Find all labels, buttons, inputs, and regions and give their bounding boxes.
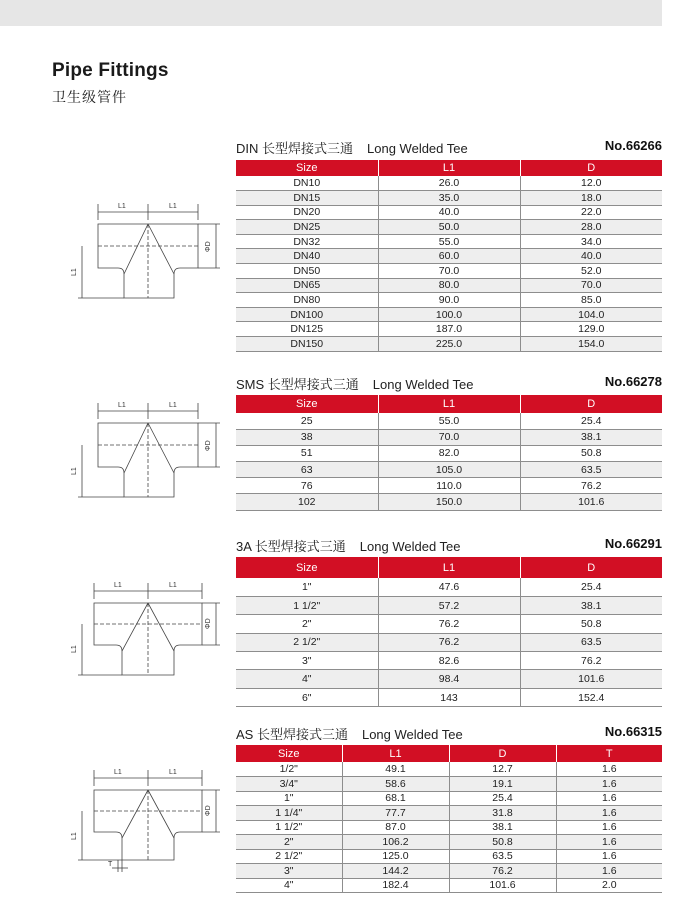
dim-label-l1: L1 bbox=[169, 402, 177, 409]
table-cell: 1" bbox=[236, 578, 378, 596]
tee-diagram-as bbox=[68, 762, 228, 877]
table-cell: 3" bbox=[236, 864, 342, 879]
tee-diagram-sms bbox=[68, 395, 228, 505]
col-header-d: D bbox=[520, 395, 662, 413]
table-cell: 40.0 bbox=[520, 249, 662, 264]
table-row bbox=[236, 806, 662, 821]
table-cell: 19.1 bbox=[449, 777, 556, 792]
table-row bbox=[236, 633, 662, 651]
table-cell: 50.8 bbox=[520, 615, 662, 633]
table-cell: 2" bbox=[236, 615, 378, 633]
table-cell: 50.0 bbox=[378, 220, 520, 235]
table-row bbox=[236, 337, 662, 352]
table-cell: 70.0 bbox=[520, 278, 662, 293]
table-cell: 35.0 bbox=[378, 191, 520, 206]
table-cell: 104.0 bbox=[520, 307, 662, 322]
table-cell: 50.8 bbox=[449, 835, 556, 850]
col-header-d: D bbox=[520, 160, 662, 176]
table-cell: 38.1 bbox=[449, 820, 556, 835]
table-cell: 28.0 bbox=[520, 220, 662, 235]
table-row bbox=[236, 191, 662, 206]
table-row bbox=[236, 864, 662, 879]
section-header-3a bbox=[236, 536, 662, 556]
table-row bbox=[236, 762, 662, 777]
table-row bbox=[236, 878, 662, 893]
table-cell: DN150 bbox=[236, 337, 378, 352]
table-cell: 2 1/2" bbox=[236, 849, 342, 864]
table-cell: DN80 bbox=[236, 293, 378, 308]
table-cell: DN25 bbox=[236, 220, 378, 235]
table-row bbox=[236, 777, 662, 792]
table-cell: DN10 bbox=[236, 176, 378, 191]
table-row bbox=[236, 205, 662, 220]
table-cell: 1.6 bbox=[556, 864, 662, 879]
dim-label-l1: L1 bbox=[118, 203, 126, 210]
table-cell: 25.4 bbox=[449, 791, 556, 806]
table-cell: 2 1/2" bbox=[236, 633, 378, 651]
table-cell: 225.0 bbox=[378, 337, 520, 352]
table-cell: 38 bbox=[236, 429, 378, 445]
table-cell: 4" bbox=[236, 878, 342, 893]
table-cell: 12.7 bbox=[449, 762, 556, 777]
table-cell: 47.6 bbox=[378, 578, 520, 596]
dim-label-diameter: ΦD bbox=[205, 618, 212, 629]
table-cell: 1 1/4" bbox=[236, 806, 342, 821]
table-cell: 55.0 bbox=[378, 234, 520, 249]
table-row bbox=[236, 596, 662, 614]
table-cell: 3/4" bbox=[236, 777, 342, 792]
col-header-size: Size bbox=[236, 745, 342, 762]
dim-label-l1: L1 bbox=[118, 402, 126, 409]
table-row bbox=[236, 429, 662, 445]
table-cell: 76.2 bbox=[520, 652, 662, 670]
section-name-cn: AS 长型焊接式三通 bbox=[236, 727, 348, 742]
table-cell: 4" bbox=[236, 670, 378, 688]
table-cell: 82.6 bbox=[378, 652, 520, 670]
spec-table-sms bbox=[236, 395, 662, 511]
table-cell: 26.0 bbox=[378, 176, 520, 191]
table-cell: 34.0 bbox=[520, 234, 662, 249]
table-cell: 87.0 bbox=[342, 820, 449, 835]
col-header-size: Size bbox=[236, 395, 378, 413]
table-row bbox=[236, 234, 662, 249]
table-row bbox=[236, 615, 662, 633]
table-cell: 85.0 bbox=[520, 293, 662, 308]
table-cell: 50.8 bbox=[520, 445, 662, 461]
table-row bbox=[236, 494, 662, 510]
table-cell: 3" bbox=[236, 652, 378, 670]
table-cell: 70.0 bbox=[378, 264, 520, 279]
table-row bbox=[236, 670, 662, 688]
spec-table-3a bbox=[236, 557, 662, 707]
table-row bbox=[236, 220, 662, 235]
table-row bbox=[236, 578, 662, 596]
product-number: No.66315 bbox=[604, 724, 662, 739]
product-number: No.66291 bbox=[604, 536, 662, 551]
table-cell: 25.4 bbox=[520, 413, 662, 429]
table-row bbox=[236, 791, 662, 806]
spec-table-din bbox=[236, 160, 662, 352]
table-row bbox=[236, 462, 662, 478]
page-title: Pipe Fittings bbox=[52, 60, 169, 81]
table-cell: 90.0 bbox=[378, 293, 520, 308]
section-header-sms bbox=[236, 374, 662, 394]
table-cell: 1.6 bbox=[556, 820, 662, 835]
table-cell: 38.1 bbox=[520, 596, 662, 614]
table-cell: 55.0 bbox=[378, 413, 520, 429]
table-cell: 63.5 bbox=[520, 462, 662, 478]
table-cell: 187.0 bbox=[378, 322, 520, 337]
table-cell: 1 1/2" bbox=[236, 596, 378, 614]
table-cell: 25.4 bbox=[520, 578, 662, 596]
table-cell: 63.5 bbox=[449, 849, 556, 864]
table-cell: 110.0 bbox=[378, 478, 520, 494]
top-bar bbox=[0, 0, 662, 26]
table-cell: 2" bbox=[236, 835, 342, 850]
table-cell: 70.0 bbox=[378, 429, 520, 445]
table-row bbox=[236, 322, 662, 337]
table-row bbox=[236, 835, 662, 850]
table-cell: 129.0 bbox=[520, 322, 662, 337]
table-cell: 2.0 bbox=[556, 878, 662, 893]
table-cell: 6" bbox=[236, 688, 378, 706]
dim-label-l1-side: L1 bbox=[71, 645, 78, 653]
table-cell: DN50 bbox=[236, 264, 378, 279]
product-number: No.66266 bbox=[604, 138, 662, 153]
table-row bbox=[236, 176, 662, 191]
table-cell: 76 bbox=[236, 478, 378, 494]
table-cell: 101.6 bbox=[449, 878, 556, 893]
col-header-d: D bbox=[449, 745, 556, 762]
dim-label-diameter: ΦD bbox=[205, 440, 212, 451]
table-row bbox=[236, 278, 662, 293]
dim-label-l1-side: L1 bbox=[71, 832, 78, 840]
section-name-en: Long Welded Tee bbox=[361, 727, 463, 742]
table-cell: 1.6 bbox=[556, 849, 662, 864]
section-name-cn: DIN 长型焊接式三通 bbox=[236, 141, 354, 156]
table-cell: 101.6 bbox=[520, 670, 662, 688]
table-cell: 52.0 bbox=[520, 264, 662, 279]
table-cell: 76.2 bbox=[378, 633, 520, 651]
table-cell: DN100 bbox=[236, 307, 378, 322]
page-subtitle: 卫生级管件 bbox=[52, 89, 127, 105]
dim-label-l1: L1 bbox=[114, 769, 122, 776]
table-cell: 106.2 bbox=[342, 835, 449, 850]
table-cell: DN65 bbox=[236, 278, 378, 293]
table-cell: 144.2 bbox=[342, 864, 449, 879]
col-header-size: Size bbox=[236, 160, 378, 176]
section-name-en: Long Welded Tee bbox=[367, 141, 468, 156]
dim-label-diameter: ΦD bbox=[205, 805, 212, 816]
table-cell: DN15 bbox=[236, 191, 378, 206]
tee-diagram-din bbox=[68, 196, 228, 306]
table-cell: DN20 bbox=[236, 205, 378, 220]
table-row bbox=[236, 413, 662, 429]
col-header-l1: L1 bbox=[378, 395, 520, 413]
table-cell: 63.5 bbox=[520, 633, 662, 651]
dim-label-l1: L1 bbox=[169, 203, 177, 210]
table-row bbox=[236, 652, 662, 670]
table-cell: 12.0 bbox=[520, 176, 662, 191]
table-cell: 57.2 bbox=[378, 596, 520, 614]
table-cell: 63 bbox=[236, 462, 378, 478]
table-row bbox=[236, 688, 662, 706]
table-row bbox=[236, 264, 662, 279]
table-cell: 150.0 bbox=[378, 494, 520, 510]
table-row bbox=[236, 445, 662, 461]
dim-label-diameter: ΦD bbox=[205, 241, 212, 252]
section-name-cn: SMS 长型焊接式三通 bbox=[236, 377, 359, 392]
table-cell: 38.1 bbox=[520, 429, 662, 445]
table-cell: 60.0 bbox=[378, 249, 520, 264]
table-cell: 1.6 bbox=[556, 777, 662, 792]
table-cell: 125.0 bbox=[342, 849, 449, 864]
table-cell: 102 bbox=[236, 494, 378, 510]
col-header-l1: L1 bbox=[378, 557, 520, 578]
table-cell: 25 bbox=[236, 413, 378, 429]
table-row bbox=[236, 249, 662, 264]
table-cell: 51 bbox=[236, 445, 378, 461]
table-cell: DN32 bbox=[236, 234, 378, 249]
table-cell: DN125 bbox=[236, 322, 378, 337]
dim-label-l1: L1 bbox=[114, 582, 122, 589]
table-cell: 49.1 bbox=[342, 762, 449, 777]
section-name-cn: 3A 长型焊接式三通 bbox=[236, 539, 346, 554]
table-row bbox=[236, 307, 662, 322]
table-cell: 31.8 bbox=[449, 806, 556, 821]
table-cell: 1 1/2" bbox=[236, 820, 342, 835]
dim-label-l1-side: L1 bbox=[71, 268, 78, 276]
table-cell: 77.7 bbox=[342, 806, 449, 821]
col-header-l1: L1 bbox=[342, 745, 449, 762]
section-name-en: Long Welded Tee bbox=[359, 539, 461, 554]
table-cell: 1" bbox=[236, 791, 342, 806]
table-cell: 18.0 bbox=[520, 191, 662, 206]
table-cell: 101.6 bbox=[520, 494, 662, 510]
col-header-l1: L1 bbox=[378, 160, 520, 176]
table-cell: 1.6 bbox=[556, 762, 662, 777]
table-cell: 22.0 bbox=[520, 205, 662, 220]
table-cell: 68.1 bbox=[342, 791, 449, 806]
table-row bbox=[236, 478, 662, 494]
table-cell: 1/2" bbox=[236, 762, 342, 777]
table-cell: 1.6 bbox=[556, 791, 662, 806]
dim-label-l1: L1 bbox=[169, 582, 177, 589]
table-cell: 1.6 bbox=[556, 806, 662, 821]
table-cell: DN40 bbox=[236, 249, 378, 264]
table-row bbox=[236, 849, 662, 864]
section-name-en: Long Welded Tee bbox=[372, 377, 474, 392]
dim-label-l1: L1 bbox=[169, 769, 177, 776]
table-cell: 154.0 bbox=[520, 337, 662, 352]
table-cell: 40.0 bbox=[378, 205, 520, 220]
table-cell: 100.0 bbox=[378, 307, 520, 322]
table-cell: 76.2 bbox=[378, 615, 520, 633]
table-row bbox=[236, 820, 662, 835]
table-cell: 98.4 bbox=[378, 670, 520, 688]
section-header-din bbox=[236, 138, 662, 158]
table-row bbox=[236, 293, 662, 308]
table-cell: 1.6 bbox=[556, 835, 662, 850]
spec-table-as bbox=[236, 745, 662, 893]
table-cell: 152.4 bbox=[520, 688, 662, 706]
product-number: No.66278 bbox=[604, 374, 662, 389]
table-cell: 182.4 bbox=[342, 878, 449, 893]
table-cell: 80.0 bbox=[378, 278, 520, 293]
table-cell: 76.2 bbox=[520, 478, 662, 494]
table-cell: 76.2 bbox=[449, 864, 556, 879]
table-cell: 82.0 bbox=[378, 445, 520, 461]
tee-diagram-3a bbox=[68, 575, 228, 685]
table-cell: 143 bbox=[378, 688, 520, 706]
dim-label-thickness: T bbox=[108, 861, 113, 868]
dim-label-l1-side: L1 bbox=[71, 467, 78, 475]
section-header-as bbox=[236, 724, 662, 744]
col-header-d: D bbox=[520, 557, 662, 578]
col-header-size: Size bbox=[236, 557, 378, 578]
table-cell: 58.6 bbox=[342, 777, 449, 792]
col-header-t: T bbox=[556, 745, 662, 762]
table-cell: 105.0 bbox=[378, 462, 520, 478]
